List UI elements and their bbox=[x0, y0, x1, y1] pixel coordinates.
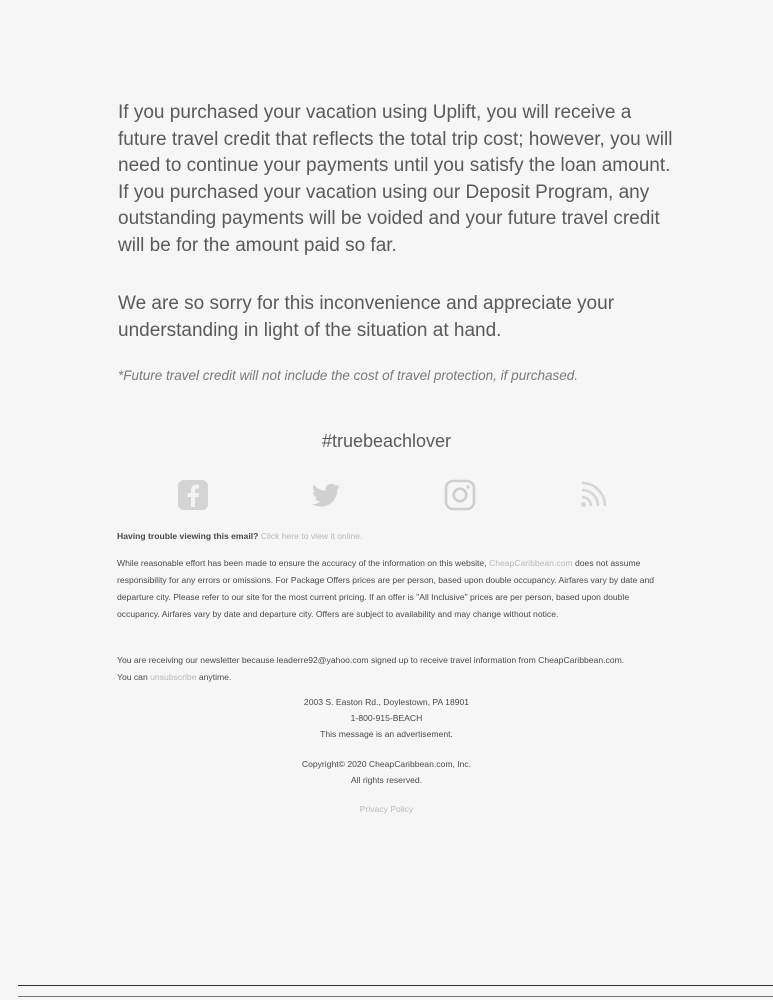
unsubscribe-text-start: You can bbox=[117, 672, 148, 682]
rights-text: All rights reserved. bbox=[350, 775, 423, 785]
trouble-text: Having trouble viewing this email? bbox=[117, 531, 259, 541]
company-address: 2003 S. Easton Rd., Doylestown, PA 18901 bbox=[303, 697, 470, 707]
disclaimer-text-end: does not assume responsibility for any errors or omissions. For Package Offers prices are per person, based upon double occupancy. Airfares vary by date and departure city. Please refer to our site for the most current pricing. If an offer is "All Inclusive" prices are per person, based upon double occupancy. Airfares vary by date and departure city. Offers are subject to availability and may change without notice. bbox=[117, 558, 655, 619]
newsletter-text: You are receiving our newsletter because leaderre92@yahoo.com signed up to receive travel information from CheapCaribbean.com. bbox=[117, 655, 625, 665]
bottom-rule bbox=[18, 985, 773, 986]
twitter-icon[interactable] bbox=[309, 478, 343, 512]
facebook-icon[interactable] bbox=[176, 478, 210, 512]
view-online-link[interactable]: Click here to view it online. bbox=[260, 531, 363, 541]
bottom-rule-secondary bbox=[18, 996, 773, 997]
disclaimer-text-start: While reasonable effort has been made to ensure the accuracy of the information on this website, bbox=[117, 558, 487, 568]
copyright-text: Copyright© 2020 CheapCaribbean.com, Inc. bbox=[301, 759, 472, 769]
instagram-icon[interactable] bbox=[443, 478, 477, 512]
privacy-policy-link[interactable]: Privacy Policy bbox=[359, 804, 414, 814]
website-link[interactable]: CheapCaribbean.com bbox=[488, 558, 573, 568]
social-icons bbox=[0, 478, 773, 514]
hashtag: #truebeachlover bbox=[321, 431, 452, 451]
newsletter-notice bbox=[117, 652, 662, 686]
apology-paragraph: We are so sorry for this inconvenience and appreciate your understanding in light of the situation at hand. bbox=[118, 293, 615, 341]
disclaimer bbox=[117, 555, 662, 623]
blog-icon[interactable] bbox=[576, 478, 610, 512]
refund-paragraph: If you purchased your vacation using Uplift, you will receive a future travel credit that reflects the total trip cost; however, you will need to continue your payments until you satisfy the loan amount. If you purchased your vacation using our Deposit Program, any outstanding payments will be voided and your future travel credit will be for the amount paid so far. bbox=[118, 102, 673, 256]
unsubscribe-link[interactable]: unsubscribe bbox=[150, 672, 197, 682]
ad-notice: This message is an advertisement. bbox=[320, 729, 453, 739]
company-info bbox=[0, 694, 773, 742]
copyright-block bbox=[0, 756, 773, 788]
unsubscribe-text-end: anytime. bbox=[198, 672, 232, 682]
travel-credit-footnote: *Future travel credit will not include the cost of travel protection, if purchased. bbox=[118, 368, 578, 383]
company-phone: 1-800-915-BEACH bbox=[350, 713, 423, 723]
view-online-line bbox=[117, 528, 662, 545]
